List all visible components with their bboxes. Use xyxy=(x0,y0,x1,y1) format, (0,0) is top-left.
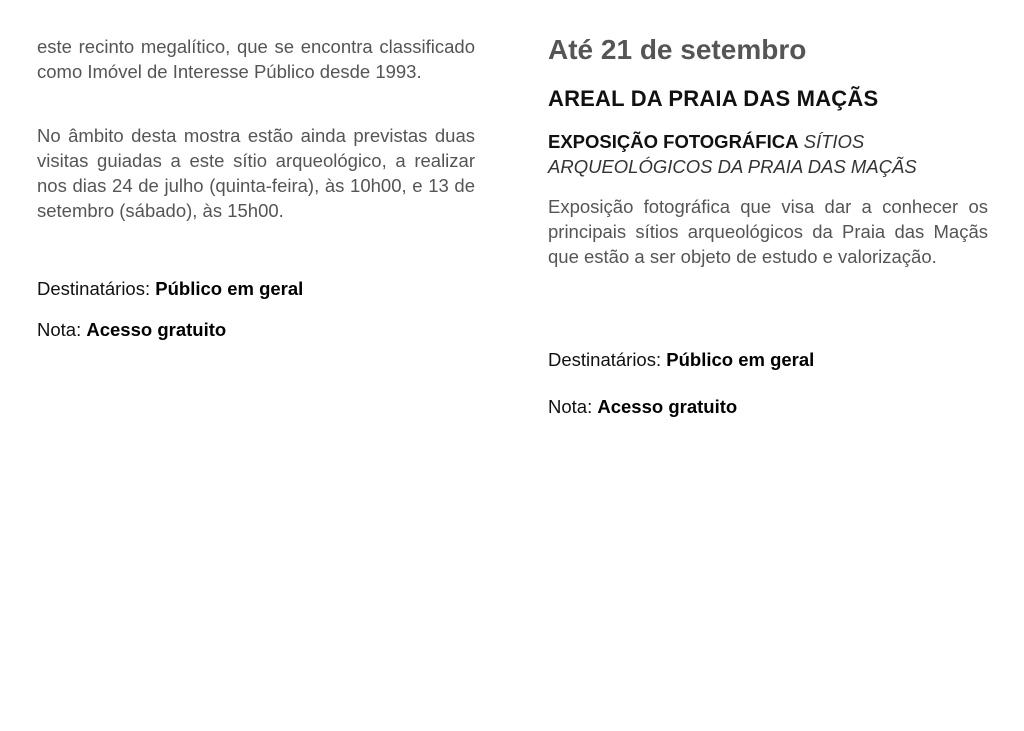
note-line xyxy=(548,394,988,419)
note-value: Acesso gratuito xyxy=(597,396,738,417)
place-heading: AREAL DA PRAIA DAS MAÇÃS xyxy=(548,86,879,111)
note-label: Nota: xyxy=(37,319,82,340)
event-description: Exposição fotográfica que visa dar a conhecer os principais sítios arqueológicos da Praia das Maçãs que estão a ser objeto de estudo e valorização. xyxy=(548,196,988,267)
audience-value: Público em geral xyxy=(155,278,304,299)
audience-value: Público em geral xyxy=(666,349,815,370)
audience-line xyxy=(37,276,475,301)
audience-label: Destinatários: xyxy=(37,278,151,299)
date-heading: Até 21 de setembro xyxy=(548,34,807,65)
intro-paragraph: este recinto megalítico, que se encontra classificado como Imóvel de Interesse Público desde 1993. xyxy=(37,36,475,82)
event-name: SÍTIOS ARQUEOLÓGICOS DA PRAIA DAS MAÇÃS xyxy=(548,131,917,177)
audience-line xyxy=(548,347,988,372)
note-value: Acesso gratuito xyxy=(86,319,227,340)
note-label: Nota: xyxy=(548,396,593,417)
audience-label: Destinatários: xyxy=(548,349,662,370)
event-title xyxy=(548,129,988,179)
note-line xyxy=(37,317,475,342)
guided-visits-paragraph: No âmbito desta mostra estão ainda previstas duas visitas guiadas a este sítio arqueológico, a realizar nos dias 24 de julho (quinta-feira), às 10h00, e 13 de setembro (sábado), às 15h00. xyxy=(37,125,475,221)
event-type: EXPOSIÇÃO FOTOGRÁFICA xyxy=(548,131,799,152)
